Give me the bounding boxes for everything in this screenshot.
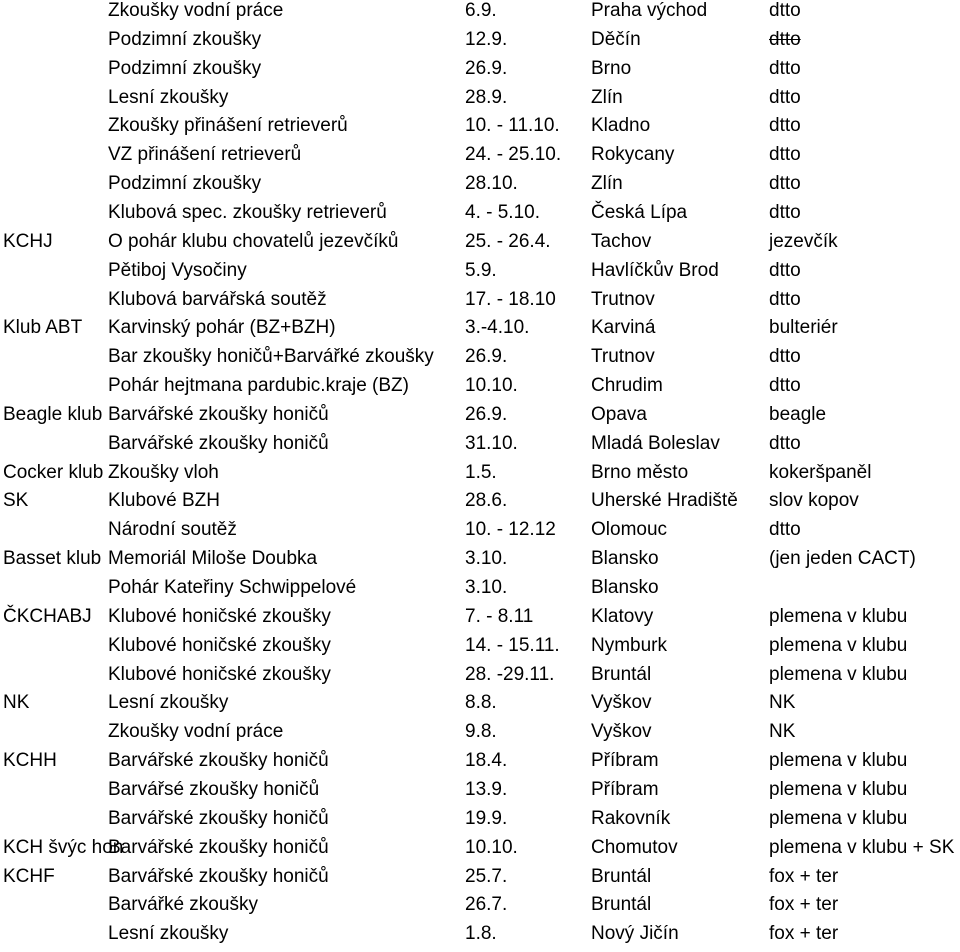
date-cell: 25. - 26.4. (465, 230, 551, 252)
place-cell: Děčín (591, 28, 641, 50)
table-row (0, 58, 960, 87)
table-row (0, 808, 960, 837)
table-row (0, 433, 960, 462)
event-cell: Barvářské zkoušky honičů (108, 807, 329, 829)
breed-cell: fox + ter (769, 923, 839, 945)
club-cell: KCHJ (3, 230, 53, 252)
event-cell: Barvářsé zkoušky honičů (108, 778, 320, 800)
event-cell: Podzimní zkoušky (108, 28, 262, 50)
table-row (0, 404, 960, 433)
date-cell: 28.10. (465, 173, 518, 195)
breed-cell: dtto (769, 115, 801, 137)
breed-cell: slov kopov (769, 490, 859, 512)
place-cell: Uherské Hradiště (591, 490, 738, 512)
breed-cell: dtto (769, 288, 801, 310)
breed-cell: dtto (769, 346, 801, 368)
date-cell: 1.8. (465, 923, 497, 945)
date-cell: 28.9. (465, 86, 508, 108)
place-cell: Rakovník (591, 807, 671, 829)
event-cell: Zkoušky vodní práce (108, 0, 284, 21)
place-cell: Blansko (591, 577, 659, 598)
breed-cell: plemena v klubu (769, 807, 908, 829)
table-row (0, 750, 960, 779)
date-cell: 6.9. (465, 0, 497, 21)
event-cell: Lesní zkoušky (108, 923, 229, 945)
breed-cell: dtto (769, 173, 801, 195)
breed-cell: NK (769, 692, 796, 714)
date-cell: 17. - 18.10 (465, 288, 556, 310)
event-cell: Klubové honičské zkoušky (108, 634, 331, 656)
breed-cell: plemena v klubu (769, 750, 908, 772)
place-cell: Nový Jičín (591, 923, 679, 945)
breed-cell: bulteriér (769, 317, 838, 339)
place-cell: Vyškov (591, 692, 652, 714)
event-cell: Klubové honičské zkoušky (108, 605, 331, 627)
date-cell: 26.9. (465, 346, 508, 368)
place-cell: Karviná (591, 317, 656, 339)
date-cell: 3.10. (465, 548, 508, 570)
place-cell: Bruntál (591, 865, 652, 887)
breed-cell: jezevčík (769, 230, 838, 252)
event-cell: Barvářské zkoušky honičů (108, 836, 329, 858)
event-cell: Pětiboj Vysočiny (108, 259, 247, 281)
place-cell: Chrudim (591, 375, 663, 397)
breed-cell: dtto (769, 375, 801, 397)
date-cell: 24. - 25.10. (465, 144, 562, 166)
breed-cell: (jen jeden CACT) (769, 548, 916, 570)
event-cell: Zkoušky přinášení retrieverů (108, 115, 348, 137)
place-cell: Nymburk (591, 634, 668, 656)
table-row (0, 721, 960, 750)
breed-cell: dtto (769, 86, 801, 108)
breed-cell: dtto (769, 144, 801, 166)
breed-cell: dtto (769, 432, 801, 454)
event-cell: Podzimní zkoušky (108, 173, 262, 195)
place-cell: Zlín (591, 173, 623, 195)
table-row (0, 490, 960, 519)
event-cell: Zkoušky vloh (108, 461, 219, 483)
breed-cell: dtto (769, 259, 801, 281)
place-cell: Chomutov (591, 836, 678, 858)
table-row (0, 375, 960, 404)
event-cell: Karvinský pohár (BZ+BZH) (108, 317, 336, 339)
date-cell: 25.7. (465, 865, 508, 887)
breed-cell: dtto (769, 201, 801, 223)
breed-cell: kokeršpaněl (769, 461, 872, 483)
event-cell: Pohár hejtmana pardubic.kraje (BZ) (108, 375, 409, 397)
place-cell: Bruntál (591, 663, 652, 685)
place-cell: Blansko (591, 548, 659, 570)
date-cell: 3.10. (465, 577, 508, 598)
event-cell: Podzimní zkoušky (108, 57, 262, 79)
place-cell: Brno město (591, 461, 689, 483)
date-cell: 26.7. (465, 894, 508, 916)
event-cell: O pohár klubu chovatelů jezevčíků (108, 230, 399, 252)
date-cell: 8.8. (465, 692, 497, 714)
place-cell: Česká Lípa (591, 201, 688, 223)
table-row (0, 115, 960, 144)
date-cell: 1.5. (465, 461, 497, 483)
breed-cell: fox + ter (769, 865, 839, 887)
club-cell: ČKCHABJ (3, 605, 92, 627)
place-cell: Brno (591, 57, 632, 79)
event-cell: Klubové honičské zkoušky (108, 663, 331, 685)
table-row (0, 606, 960, 635)
table-row (0, 664, 960, 693)
event-cell: Klubová spec. zkoušky retrieverů (108, 201, 387, 223)
date-cell: 3.-4.10. (465, 317, 530, 339)
table-row (0, 346, 960, 375)
place-cell: Vyškov (591, 721, 652, 743)
date-cell: 9.8. (465, 721, 497, 743)
date-cell: 10. - 12.12 (465, 519, 556, 541)
table-row (0, 548, 960, 577)
place-cell: Trutnov (591, 288, 655, 310)
date-cell: 28.6. (465, 490, 508, 512)
place-cell: Trutnov (591, 346, 655, 368)
date-cell: 5.9. (465, 259, 497, 281)
event-cell: Memoriál Miloše Doubka (108, 548, 318, 570)
date-cell: 12.9. (465, 28, 508, 50)
club-cell: KCHH (3, 750, 57, 772)
place-cell: Opava (591, 403, 647, 425)
place-cell: Příbram (591, 778, 659, 800)
event-cell: Bar zkoušky honičů+Barvářké zkoušky (108, 346, 434, 368)
event-cell: VZ přinášení retrieverů (108, 144, 302, 166)
event-cell: Barvářské zkoušky honičů (108, 432, 329, 454)
event-cell: Pohár Kateřiny Schwippelové (108, 577, 357, 598)
date-cell: 10.10. (465, 836, 518, 858)
club-cell: SK (3, 490, 29, 512)
club-cell: KCH švýc hon (3, 836, 124, 858)
date-cell: 10. - 11.10. (465, 115, 560, 137)
place-cell: Havlíčkův Brod (591, 259, 719, 281)
place-cell: Tachov (591, 230, 652, 252)
place-cell: Olomouc (591, 519, 668, 541)
table-row (0, 173, 960, 202)
table-row (0, 29, 960, 58)
table-row (0, 462, 960, 491)
table-row (0, 894, 960, 923)
table-row (0, 87, 960, 116)
table-row (0, 202, 960, 231)
breed-cell: dtto (769, 57, 801, 79)
table-row (0, 260, 960, 289)
table-row (0, 692, 960, 721)
club-cell: Cocker klub (3, 461, 104, 483)
place-cell: Kladno (591, 115, 651, 137)
event-cell: Národní soutěž (108, 519, 237, 541)
date-cell: 19.9. (465, 807, 508, 829)
place-cell: Příbram (591, 750, 659, 772)
place-cell: Praha východ (591, 0, 708, 21)
table-row (0, 231, 960, 260)
breed-cell: dtto (769, 0, 801, 21)
breed-cell: plemena v klubu (769, 605, 908, 627)
table-row (0, 866, 960, 895)
table-row (0, 923, 960, 952)
table-row (0, 519, 960, 548)
club-cell: NK (3, 692, 30, 714)
table-row (0, 779, 960, 808)
event-cell: Barvářké zkoušky (108, 894, 258, 916)
club-cell: Basset klub (3, 548, 102, 570)
club-cell: KCHF (3, 865, 55, 887)
date-cell: 26.9. (465, 403, 508, 425)
event-cell: Barvářské zkoušky honičů (108, 750, 329, 772)
club-cell: Klub ABT (3, 317, 83, 339)
breed-cell: dtto (769, 519, 801, 541)
date-cell: 13.9. (465, 778, 508, 800)
date-cell: 26.9. (465, 57, 508, 79)
table-row (0, 0, 960, 29)
event-cell: Lesní zkoušky (108, 86, 229, 108)
breed-cell: plemena v klubu (769, 634, 908, 656)
place-cell: Mladá Boleslav (591, 432, 720, 454)
table-row (0, 317, 960, 346)
event-cell: Barvářské zkoušky honičů (108, 865, 329, 887)
club-cell: Beagle klub (3, 403, 103, 425)
breed-cell: plemena v klubu + SK (769, 836, 955, 858)
breed-cell: NK (769, 721, 796, 743)
event-cell: Zkoušky vodní práce (108, 721, 284, 743)
table-row (0, 837, 960, 866)
breed-cell: plemena v klubu (769, 663, 908, 685)
event-cell: Lesní zkoušky (108, 692, 229, 714)
event-cell: Klubová barvářská soutěž (108, 288, 327, 310)
date-cell: 7. - 8.11 (465, 605, 534, 627)
breed-cell: beagle (769, 403, 827, 425)
date-cell: 31.10. (465, 432, 518, 454)
place-cell: Zlín (591, 86, 623, 108)
event-cell: Barvářské zkoušky honičů (108, 403, 329, 425)
date-cell: 4. - 5.10. (465, 201, 540, 223)
table-row (0, 577, 960, 606)
place-cell: Bruntál (591, 894, 652, 916)
date-cell: 18.4. (465, 750, 508, 772)
breed-cell: fox + ter (769, 894, 839, 916)
breed-cell: plemena v klubu (769, 778, 908, 800)
table-row (0, 144, 960, 173)
breed-cell: dtto (769, 28, 801, 50)
table-row (0, 635, 960, 664)
date-cell: 28. -29.11. (465, 663, 555, 685)
place-cell: Klatovy (591, 605, 654, 627)
date-cell: 10.10. (465, 375, 518, 397)
place-cell: Rokycany (591, 144, 675, 166)
event-cell: Klubové BZH (108, 490, 220, 512)
date-cell: 14. - 15.11. (465, 634, 560, 656)
table-row (0, 289, 960, 318)
